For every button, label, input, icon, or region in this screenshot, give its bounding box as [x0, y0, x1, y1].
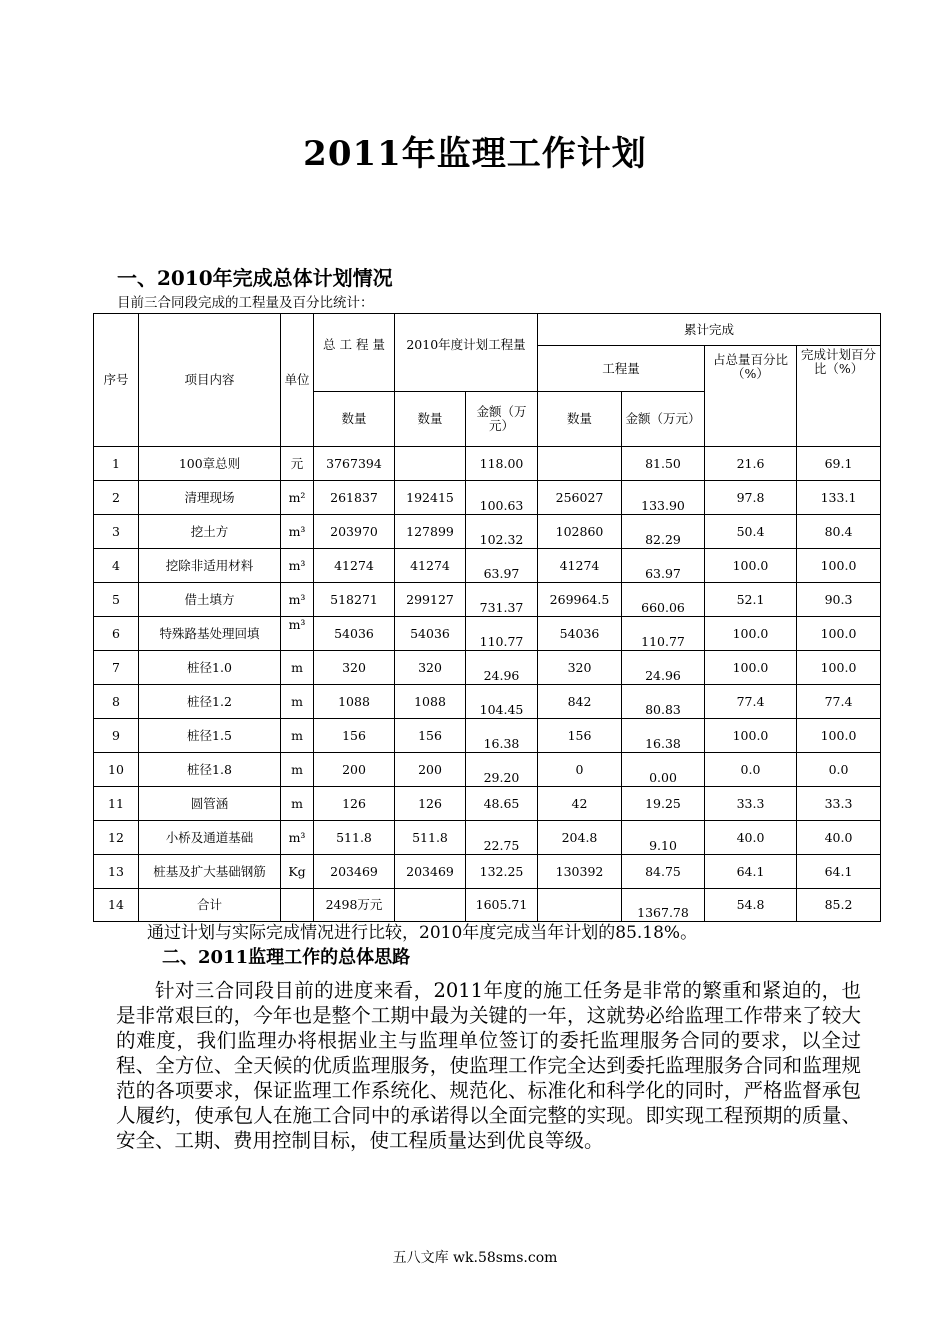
- cell-plan-qty: 41274: [395, 549, 466, 583]
- cell-total: 203970: [314, 515, 395, 549]
- cell-plan-amt: 16.38: [466, 719, 538, 753]
- cell-pct-total: 97.8: [705, 481, 797, 515]
- cell-pct-total: 64.1: [705, 855, 797, 889]
- cell-plan-amt: 48.65: [466, 787, 538, 821]
- cell-cum-amt: 1367.78: [622, 889, 705, 922]
- header-unit: 单位: [281, 314, 314, 447]
- progress-table: [93, 313, 881, 922]
- cell-cum-amt: 24.96: [622, 651, 705, 685]
- section1-intro: 目前三合同段完成的工程量及百分比统计：: [117, 295, 374, 311]
- cell-pct-total: 0.0: [705, 753, 797, 787]
- cell-unit: m³: [281, 821, 314, 855]
- cell-total: 3767394: [314, 447, 395, 481]
- cell-unit: m³: [281, 617, 314, 651]
- cell-plan-qty: 192415: [395, 481, 466, 515]
- table-row: [94, 855, 881, 889]
- cell-cum-amt: 82.29: [622, 515, 705, 549]
- cell-unit: m: [281, 753, 314, 787]
- cell-item: 合计: [139, 889, 281, 922]
- cell-plan-qty: 54036: [395, 617, 466, 651]
- table-row: [94, 481, 881, 515]
- cell-pct-plan: 33.3: [797, 787, 881, 821]
- cell-total: 126: [314, 787, 395, 821]
- cell-plan-amt: 1605.71: [466, 889, 538, 922]
- cell-pct-plan: 77.4: [797, 685, 881, 719]
- cell-pct-plan: 100.0: [797, 651, 881, 685]
- table-row: [94, 719, 881, 753]
- header-cum-qty: 工程量: [538, 346, 705, 392]
- header-cum-qty-sub: 数量: [538, 392, 622, 447]
- cell-pct-plan: 64.1: [797, 855, 881, 889]
- cell-plan-amt: 24.96: [466, 651, 538, 685]
- cell-item: 桩基及扩大基础钢筋: [139, 855, 281, 889]
- cell-plan-amt: 63.97: [466, 549, 538, 583]
- cell-seq: 9: [94, 719, 139, 753]
- table-row: [94, 787, 881, 821]
- section1-heading: 一、2010年完成总体计划情况: [117, 266, 393, 290]
- table-row: [94, 549, 881, 583]
- cell-item: 借土填方: [139, 583, 281, 617]
- cell-unit: m: [281, 719, 314, 753]
- cell-pct-total: 100.0: [705, 719, 797, 753]
- header-pct-plan: 完成计划百分比（%）: [797, 346, 881, 447]
- cell-cum-qty: 130392: [538, 855, 622, 889]
- section2-heading: 二、2011监理工作的总体思路: [162, 947, 411, 968]
- cell-item: 桩径1.5: [139, 719, 281, 753]
- cell-cum-amt: 81.50: [622, 447, 705, 481]
- cell-plan-qty: 511.8: [395, 821, 466, 855]
- cell-pct-plan: 133.1: [797, 481, 881, 515]
- cell-item: 清理现场: [139, 481, 281, 515]
- cell-cum-amt: 9.10: [622, 821, 705, 855]
- cell-total: 511.8: [314, 821, 395, 855]
- table-row: [94, 685, 881, 719]
- cell-plan-qty: 156: [395, 719, 466, 753]
- cell-pct-total: 100.0: [705, 549, 797, 583]
- cell-unit: m³: [281, 583, 314, 617]
- footer-watermark: 五八文库 wk.58sms.com: [392, 1250, 558, 1266]
- cell-cum-qty: 842: [538, 685, 622, 719]
- cell-seq: 10: [94, 753, 139, 787]
- cell-cum-qty: [538, 889, 622, 922]
- cell-total: 261837: [314, 481, 395, 515]
- cell-item: 挖土方: [139, 515, 281, 549]
- cell-seq: 4: [94, 549, 139, 583]
- cell-plan-amt: 118.00: [466, 447, 538, 481]
- cell-pct-total: 52.1: [705, 583, 797, 617]
- cell-cum-qty: 102860: [538, 515, 622, 549]
- cell-unit: Kg: [281, 855, 314, 889]
- cell-item: 挖除非适用材料: [139, 549, 281, 583]
- cell-cum-amt: 133.90: [622, 481, 705, 515]
- cell-cum-amt: 19.25: [622, 787, 705, 821]
- cell-plan-amt: 132.25: [466, 855, 538, 889]
- cell-item: 桩径1.0: [139, 651, 281, 685]
- cell-unit: [281, 889, 314, 922]
- header-item: 项目内容: [139, 314, 281, 447]
- table-row: [94, 889, 881, 922]
- cell-pct-plan: 0.0: [797, 753, 881, 787]
- cell-pct-total: 40.0: [705, 821, 797, 855]
- cell-cum-qty: 269964.5: [538, 583, 622, 617]
- cell-plan-qty: [395, 447, 466, 481]
- cell-total: 1088: [314, 685, 395, 719]
- cell-pct-plan: 80.4: [797, 515, 881, 549]
- cell-unit: m³: [281, 515, 314, 549]
- table-row: [94, 447, 881, 481]
- cell-pct-total: 33.3: [705, 787, 797, 821]
- cell-cum-qty: 41274: [538, 549, 622, 583]
- table-row: [94, 617, 881, 651]
- cell-cum-qty: 0: [538, 753, 622, 787]
- cell-cum-amt: 84.75: [622, 855, 705, 889]
- cell-plan-amt: 110.77: [466, 617, 538, 651]
- table-row: [94, 651, 881, 685]
- cell-unit: m: [281, 787, 314, 821]
- cell-pct-total: 100.0: [705, 617, 797, 651]
- cell-seq: 3: [94, 515, 139, 549]
- cell-pct-plan: 90.3: [797, 583, 881, 617]
- cell-pct-total: 21.6: [705, 447, 797, 481]
- cell-pct-total: 77.4: [705, 685, 797, 719]
- header-pct-total: 占总量百分比（%）: [705, 346, 797, 447]
- cell-cum-qty: 156: [538, 719, 622, 753]
- cell-item: 100章总则: [139, 447, 281, 481]
- header-plan: 2010年度计划工程量: [395, 314, 538, 392]
- cell-pct-plan: 40.0: [797, 821, 881, 855]
- cell-seq: 8: [94, 685, 139, 719]
- table-body: [94, 447, 881, 922]
- cell-total: 320: [314, 651, 395, 685]
- cell-seq: 5: [94, 583, 139, 617]
- cell-total: 200: [314, 753, 395, 787]
- cell-plan-qty: [395, 889, 466, 922]
- cell-pct-plan: 69.1: [797, 447, 881, 481]
- table-row: [94, 821, 881, 855]
- cell-item: 桩径1.2: [139, 685, 281, 719]
- cell-pct-total: 50.4: [705, 515, 797, 549]
- cell-seq: 13: [94, 855, 139, 889]
- cell-plan-amt: 100.63: [466, 481, 538, 515]
- cell-total: 41274: [314, 549, 395, 583]
- page-title: 2011年监理工作计划: [303, 134, 647, 174]
- table-header: [94, 314, 881, 447]
- cell-plan-qty: 203469: [395, 855, 466, 889]
- cell-pct-plan: 85.2: [797, 889, 881, 922]
- cell-cum-amt: 63.97: [622, 549, 705, 583]
- section2-paragraph: 针对三合同段目前的进度来看，2011年度的施工任务是非常的繁重和紧迫的，也是非常艰巨的，今年也是整个工期中最为关键的一年，这就势必给监理工作带来了较大的难度，我们监理办将根据业主与监理单位签订的委托监理服务合同的要求，以全过程、全方位、全天候的优质监理服务，使监理工作完全达到委托监理服务合同和监理规范的各项要求，保证监理工作系统化、规范化、标准化和科学化的同时，严格监督承包人履约，使承包人在施工合同中的承诺得以全面完整的实现。即实现工程预期的质量、安全、工期、费用控制目标，使工程质量达到优良等级。: [116, 979, 861, 1152]
- cell-seq: 7: [94, 651, 139, 685]
- cell-total: 2498万元: [314, 889, 395, 922]
- cell-plan-qty: 299127: [395, 583, 466, 617]
- cell-cum-qty: 256027: [538, 481, 622, 515]
- cell-total: 518271: [314, 583, 395, 617]
- cell-cum-amt: 110.77: [622, 617, 705, 651]
- cell-cum-amt: 16.38: [622, 719, 705, 753]
- cell-cum-qty: 320: [538, 651, 622, 685]
- cell-plan-amt: 22.75: [466, 821, 538, 855]
- cell-pct-plan: 100.0: [797, 719, 881, 753]
- cell-plan-qty: 200: [395, 753, 466, 787]
- cell-item: 桩径1.8: [139, 753, 281, 787]
- cell-cum-amt: 0.00: [622, 753, 705, 787]
- cell-unit: m³: [281, 549, 314, 583]
- cell-unit: m: [281, 685, 314, 719]
- cell-seq: 6: [94, 617, 139, 651]
- summary-text: 通过计划与实际完成情况进行比较，2010年度完成当年计划的85.18%。: [147, 923, 698, 943]
- cell-seq: 11: [94, 787, 139, 821]
- cell-cum-amt: 660.06: [622, 583, 705, 617]
- cell-plan-amt: 29.20: [466, 753, 538, 787]
- header-total: 总 工 程 量: [314, 314, 395, 392]
- cell-seq: 1: [94, 447, 139, 481]
- cell-plan-qty: 126: [395, 787, 466, 821]
- cell-cum-qty: 54036: [538, 617, 622, 651]
- cell-cum-qty: 42: [538, 787, 622, 821]
- table-row: [94, 583, 881, 617]
- cell-pct-total: 54.8: [705, 889, 797, 922]
- cell-seq: 12: [94, 821, 139, 855]
- cell-total: 203469: [314, 855, 395, 889]
- cell-item: 特殊路基处理回填: [139, 617, 281, 651]
- cell-plan-qty: 127899: [395, 515, 466, 549]
- header-seq: 序号: [94, 314, 139, 447]
- cell-plan-amt: 104.45: [466, 685, 538, 719]
- cell-cum-amt: 80.83: [622, 685, 705, 719]
- table-row: [94, 753, 881, 787]
- cell-unit: m²: [281, 481, 314, 515]
- cell-item: 小桥及通道基础: [139, 821, 281, 855]
- cell-cum-qty: [538, 447, 622, 481]
- cell-seq: 14: [94, 889, 139, 922]
- cell-item: 圆管涵: [139, 787, 281, 821]
- cell-total: 54036: [314, 617, 395, 651]
- cell-plan-amt: 102.32: [466, 515, 538, 549]
- cell-cum-qty: 204.8: [538, 821, 622, 855]
- cell-unit: 元: [281, 447, 314, 481]
- cell-pct-plan: 100.0: [797, 617, 881, 651]
- header-cum-amount: 金额（万元）: [622, 392, 705, 447]
- cell-unit: m: [281, 651, 314, 685]
- table-row: [94, 515, 881, 549]
- header-total-qty: 数量: [314, 392, 395, 447]
- cell-plan-qty: 1088: [395, 685, 466, 719]
- header-plan-qty: 数量: [395, 392, 466, 447]
- cell-plan-qty: 320: [395, 651, 466, 685]
- cell-seq: 2: [94, 481, 139, 515]
- cell-pct-plan: 100.0: [797, 549, 881, 583]
- cell-pct-total: 100.0: [705, 651, 797, 685]
- header-plan-amount: 金额（万元）: [466, 392, 538, 447]
- cell-plan-amt: 731.37: [466, 583, 538, 617]
- header-cumulative: 累计完成: [538, 314, 881, 346]
- cell-total: 156: [314, 719, 395, 753]
